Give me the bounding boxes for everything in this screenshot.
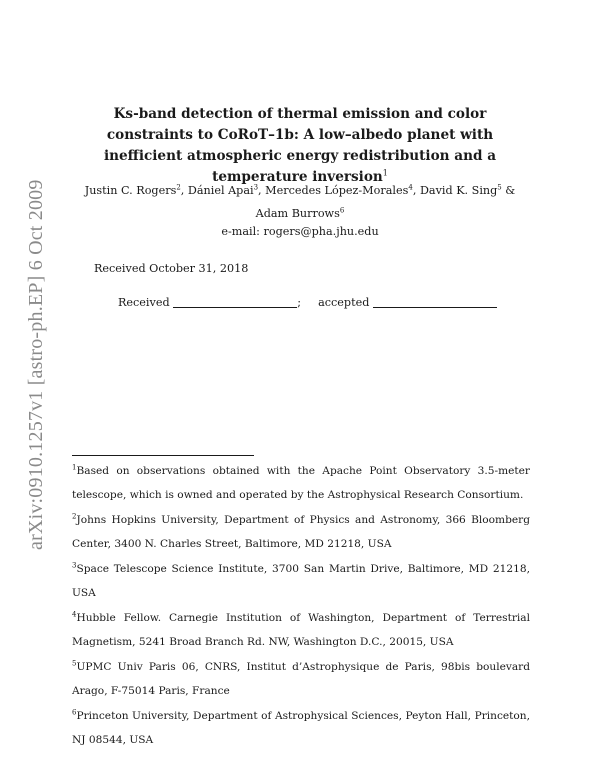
received-date: Received October 31, 2018 [94, 262, 249, 275]
author-separator: , [180, 184, 188, 197]
footnote-text: Based on observations obtained with the Apache Point Observatory 3.5-meter telescope, which is owned and operated by the Astrophysical Research Consortium. [72, 465, 530, 501]
footnote [72, 607, 530, 654]
author-ampersand: & [501, 184, 516, 197]
author-affiliation-mark: 3 [253, 183, 259, 192]
footnote [72, 509, 530, 556]
footnote [72, 460, 530, 507]
footnote [72, 705, 530, 752]
footnote [72, 558, 530, 605]
footnote-mark: 4 [72, 610, 77, 619]
footnote [72, 656, 530, 703]
author-affiliation-mark: 6 [339, 206, 345, 215]
author-name: Justin C. Rogers [84, 184, 177, 197]
author-name: David K. Sing [419, 184, 498, 197]
footnote-text: Space Telescope Science Institute, 3700 San Martin Drive, Baltimore, MD 21218, USA [72, 563, 530, 599]
footnote-mark: 1 [72, 463, 77, 472]
received-label: Received [118, 296, 170, 309]
footnote-text: Hubble Fellow. Carnegie Institution of Washington, Department of Terrestrial Magnetism, 5241 Broad Branch Rd. NW, Washington D.C., 20015, USA [72, 612, 530, 648]
paper-title-text: Ks-band detection of thermal emission and color constraints to CoRoT–1b: A low–albedo planet with inefficient atmospheric energy redistribution and a temperature inversion [103, 106, 497, 185]
arxiv-stamp: arXiv:0910.1257v1 [astro-ph.EP] 6 Oct 2009 [25, 179, 47, 550]
author-affiliation-mark: 2 [176, 183, 181, 192]
footnote-text: UPMC Univ Paris 06, CNRS, Institut d’Astrophysique de Paris, 98bis boulevard Arago, F-75014 Paris, France [72, 661, 530, 697]
received-separator: ; [297, 296, 301, 309]
author-separator: , [412, 184, 420, 197]
footnote-rule [72, 455, 254, 456]
received-accepted-line [118, 296, 497, 309]
footnote-text: Princeton University, Department of Astrophysical Sciences, Peyton Hall, Princeton, NJ 08544, USA [72, 710, 530, 746]
author-affiliation-mark: 4 [408, 183, 413, 192]
received-blank [173, 307, 297, 308]
title-footnote-mark: 1 [382, 168, 388, 178]
accepted-label: accepted [318, 296, 370, 309]
footnote-mark: 3 [72, 561, 77, 570]
author-name: Mercedes López-Morales [265, 184, 409, 197]
footnotes [72, 460, 530, 754]
footnote-text: Johns Hopkins University, Department of Physics and Astronomy, 366 Bloomberg Center, 3400 N. Charles Street, Baltimore, MD 21218, USA [72, 514, 530, 550]
footnote-mark: 5 [72, 659, 77, 668]
contact-email: e-mail: rogers@pha.jhu.edu [221, 225, 379, 238]
author-separator: , [258, 184, 266, 197]
author-affiliation-mark: 5 [497, 183, 502, 192]
paper-title [70, 104, 530, 188]
accepted-blank [373, 307, 497, 308]
footnote-mark: 2 [72, 512, 77, 521]
author-list [72, 179, 528, 225]
author-name: Dániel Apai [187, 184, 254, 197]
footnote-mark: 6 [72, 708, 77, 717]
author-name: Adam Burrows [255, 207, 340, 220]
